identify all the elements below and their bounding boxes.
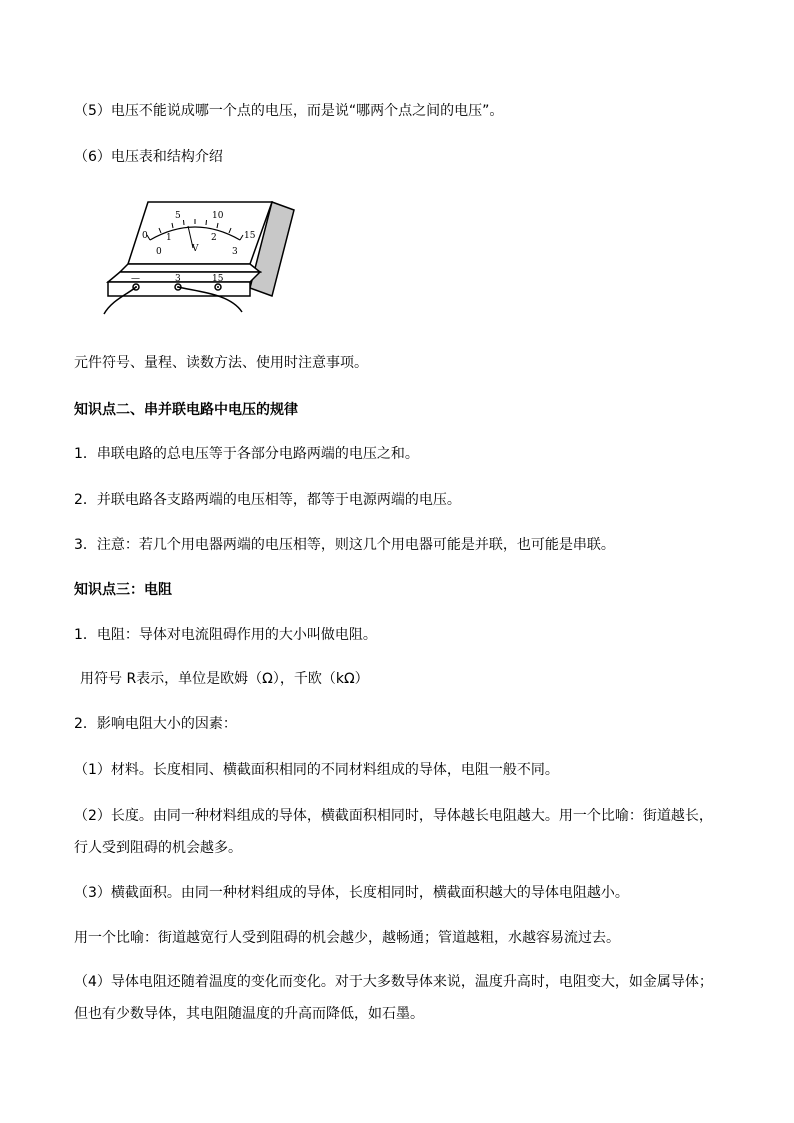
paragraph-voltage-between-points: （5）电压不能说成哪一个点的电压，而是说“哪两个点之间的电压”。 xyxy=(74,103,504,119)
scale-top-label: 0 xyxy=(142,231,148,241)
voltmeter-illustration xyxy=(100,196,300,318)
section-heading-kp3: 知识点三：电阻 xyxy=(74,582,172,598)
paragraph-resistance-definition: 1．电阻：导体对电流阻碍作用的大小叫做电阻。 xyxy=(74,627,377,643)
terminal-label: 3 xyxy=(175,274,181,284)
paragraph-parallel-voltage: 2．并联电路各支路两端的电压相等，都等于电源两端的电压。 xyxy=(74,492,461,508)
terminal-label: 15 xyxy=(212,274,224,284)
paragraph-voltmeter-notes: 元件符号、量程、读数方法、使用时注意事项。 xyxy=(74,355,368,371)
scale-bottom-label: 0 xyxy=(156,247,162,257)
scale-bottom-label: 2 xyxy=(211,233,217,243)
scale-bottom-label: 1 xyxy=(166,233,172,243)
paragraph-factor-area: （3）横截面积。由同一种材料组成的导体，长度相同时，横截面积越大的导体电阻越小。 xyxy=(74,885,629,901)
scale-bottom-label: 3 xyxy=(232,247,238,257)
scale-top-label: 15 xyxy=(244,231,256,241)
voltmeter-unit: V xyxy=(192,244,199,254)
paragraph-area-analogy: 用一个比喻：街道越宽行人受到阻碍的机会越少，越畅通；管道越粗，水越容易流过去。 xyxy=(74,930,620,946)
paragraph-resistance-factors: 2．影响电阻大小的因素： xyxy=(74,716,237,732)
section-heading-kp2: 知识点二、串并联电路中电压的规律 xyxy=(74,402,298,418)
paragraph-factor-material: （1）材料。长度相同、横截面积相同的不同材料组成的导体，电阻一般不同。 xyxy=(74,762,559,778)
paragraph-series-voltage: 1．串联电路的总电压等于各部分电路两端的电压之和。 xyxy=(74,446,419,462)
paragraph-voltmeter-intro: （6）电压表和结构介绍 xyxy=(74,149,223,165)
scale-top-label: 5 xyxy=(175,211,181,221)
paragraph-resistance-symbol: 用符号 R表示，单位是欧姆（Ω），千欧（kΩ） xyxy=(80,671,369,687)
scale-top-label: 10 xyxy=(212,211,224,221)
paragraph-factor-temperature: （4）导体电阻还随着温度的变化而变化。对于大多数导体来说，温度升高时，电阻变大，如金属导体；但也有少数导体，其电阻随温度的升高而降低，如石墨。 xyxy=(74,974,713,1022)
terminal-label: — xyxy=(131,274,140,284)
voltmeter-shelf-top xyxy=(120,264,260,272)
paragraph-factor-length: （2）长度。由同一种材料组成的导体，横截面积相同时，导体越长电阻越大。用一个比喻：街道越长，行人受到阻碍的机会越多。 xyxy=(74,808,713,856)
paragraph-note-equal-voltage: 3．注意：若几个用电器两端的电压相等，则这几个用电器可能是并联，也可能是串联。 xyxy=(74,537,615,553)
